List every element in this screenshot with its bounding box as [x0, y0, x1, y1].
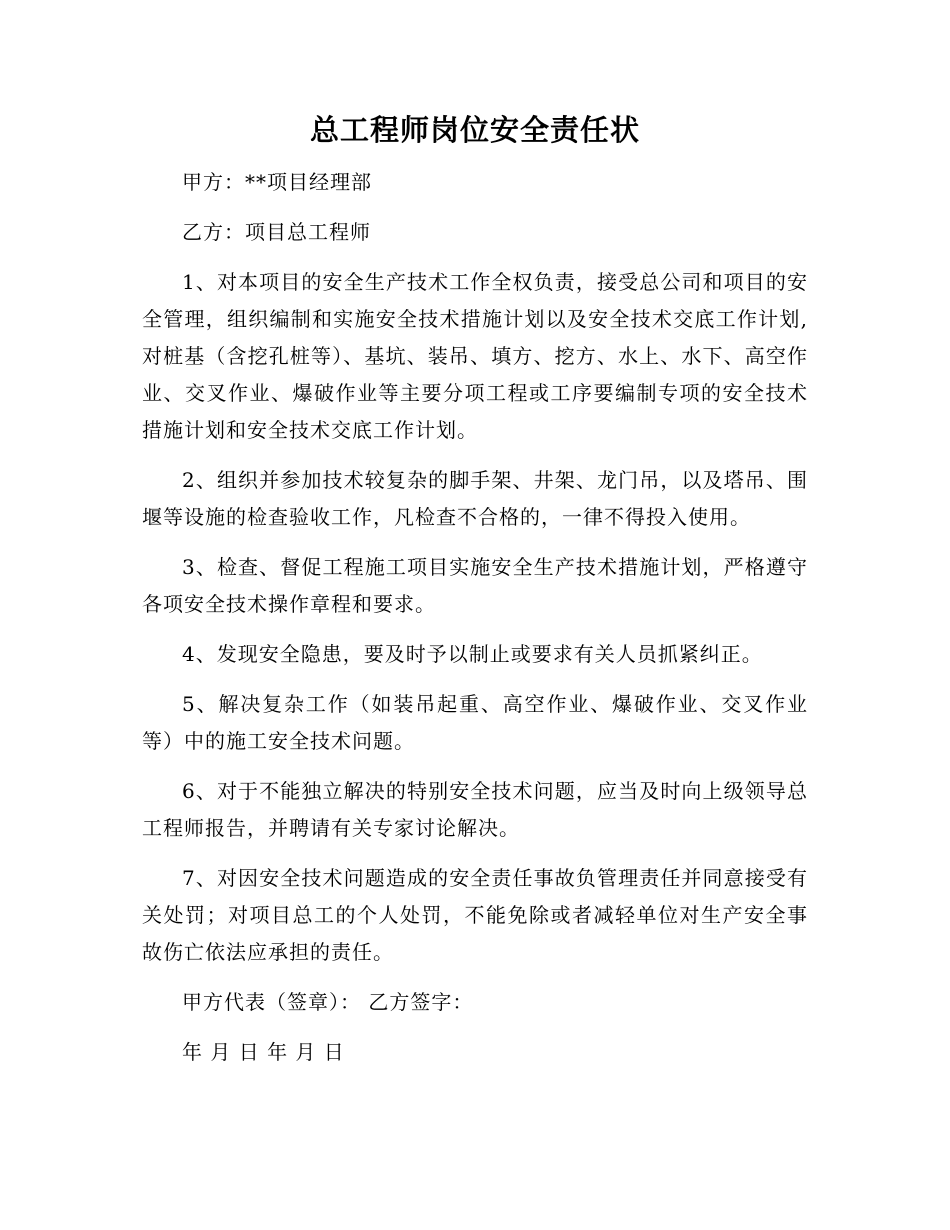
- document-body: [142, 164, 808, 1084]
- date-line: 年 月 日 年 月 日: [182, 1040, 345, 1064]
- clause-2: 2、组织并参加技术较复杂的脚手架、井架、龙门吊，以及塔吊、围堰等设施的检查验收工作，凡检查不合格的，一律不得投入使用。: [142, 468, 808, 529]
- signature-line: 甲方代表（签章）： 乙方签字：: [182, 990, 474, 1014]
- clause-5: 5、解决复杂工作（如装吊起重、高空作业、爆破作业、交叉作业等）中的施工安全技术问题。: [142, 692, 808, 753]
- clause-1: 1、对本项目的安全生产技术工作全权负责，接受总公司和项目的安全管理，组织编制和实施安全技术措施计划以及安全技术交底工作计划,对桩基（含挖孔桩等）、基坑、装吊、填方、挖方、水上、水下、高空作业、交叉作业、爆破作业等主要分项工程或工序要编制专项的安全技术措施计划和安全技术交底工作计划。: [142, 270, 808, 442]
- clause-3: 3、检查、督促工程施工项目实施安全生产技术措施计划，严格遵守各项安全技术操作章程和要求。: [142, 555, 808, 616]
- clause-6: 6、对于不能独立解决的特别安全技术问题，应当及时向上级领导总工程师报告，并聘请有关专家讨论解决。: [142, 779, 808, 840]
- document-title: 总工程师岗位安全责任状: [309, 113, 640, 147]
- clause-7: 7、对因安全技术问题造成的安全责任事故负管理责任并同意接受有关处罚；对项目总工的个人处罚，不能免除或者减轻单位对生产安全事故伤亡依法应承担的责任。: [142, 866, 808, 964]
- clause-4: 4、发现安全隐患，要及时予以制止或要求有关人员抓紧纠正。: [182, 642, 763, 666]
- party-b-line: 乙方：项目总工程师: [182, 220, 371, 244]
- party-a-line: 甲方：**项目经理部: [182, 170, 372, 194]
